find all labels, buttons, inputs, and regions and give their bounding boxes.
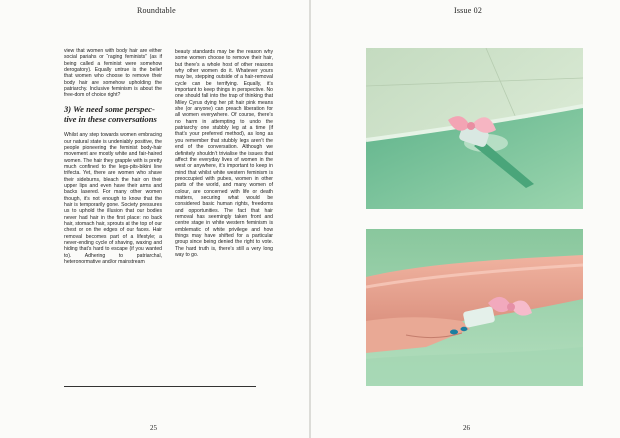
photo-shaving-leg bbox=[366, 229, 583, 386]
section-heading: 3) We need some perspec-tive in these conversations bbox=[64, 104, 157, 124]
column-2-body: beauty standards may be the reason why some women choose to remove their hair, but there’s a whole host of other reasons why other women do it. Whatever yours may be, stepping outside of a hair-removal cycle can be terrifying. Equally, it’s important to keep things in perspective. No one should fall into the trap of thinking that Miley Cyrus dying her pit hair pink means she (or anyone) can preach liberation for all women everywhere. Of course, there’s no harm in attempting to undo the patriarchy one stubbly leg at a time (if that’s your preferred method), as long as you remember that stubbly legs aren’t the end of the conversation. Although we definitely shouldn’t trivialise the issues that affect the everyday lives of women in the west or anywhere, it’s important to keep in mind that whilst white western feminism is preoccupied with pubes, women in other parts of the world, and many women of colour, are concerned with life or death matters, securing what would be considered basic human rights, freedoms and opportunities. The fact that hair removal has seemingly taken front and centre stage in white western feminism is emblematic of white privilege and how things may have shifted for a particular group since being denied the right to vote. The hard truth is, there’s still a very long way to go. bbox=[175, 49, 273, 258]
page-number-left: 25 bbox=[150, 424, 157, 432]
running-head-left: Roundtable bbox=[137, 6, 176, 15]
photo-razor-on-tub bbox=[366, 48, 583, 209]
razor-photo-illustration bbox=[366, 48, 583, 209]
column-1-body: Whilst any step towards women embracing our natural state is undeniably positive, the people pioneering the feminist body-hair movement are mostly white and fair-haired women. The hair they grapple with is pretty much confined to the legs-pits-bikini line trifecta. Yet, there are women who shave their sideburns, bleach the hair on their upper lips and even have their arms and backs lasered. For many other women though, it’s not enough to know that the hair is temporarily gone. Society pressures us to uphold the illusion that our bodies never had hair in the first place: no back hair, stomach hair, sprouts at the top of our chest or on the edges of our faces. Hair removal becomes part of a lifestyle; a never-ending cycle of shaving, waxing and hiding that’s hard to escape (if you wanted to). Adhering to patriarchal, heteronormative and/or mainstream bbox=[64, 132, 162, 266]
text-column-1 bbox=[64, 48, 162, 272]
text-column-2 bbox=[175, 49, 273, 265]
page-number-right: 26 bbox=[463, 424, 470, 432]
footnote-rule bbox=[64, 386, 256, 387]
running-head-right: Issue 02 bbox=[454, 6, 483, 15]
right-page bbox=[311, 0, 620, 438]
column-1-intro: view that women with body hair are either social pariahs or “raging feminists” (as if being called a feminist were somehow derogatory). Equally untrue is the belief that women who choose to remove their body hair are somehow upholding the patriarchy. Inclusive feminism is about the free-dom of choice right? bbox=[64, 48, 162, 99]
left-page bbox=[0, 0, 309, 438]
shaving-photo-illustration bbox=[366, 229, 583, 386]
